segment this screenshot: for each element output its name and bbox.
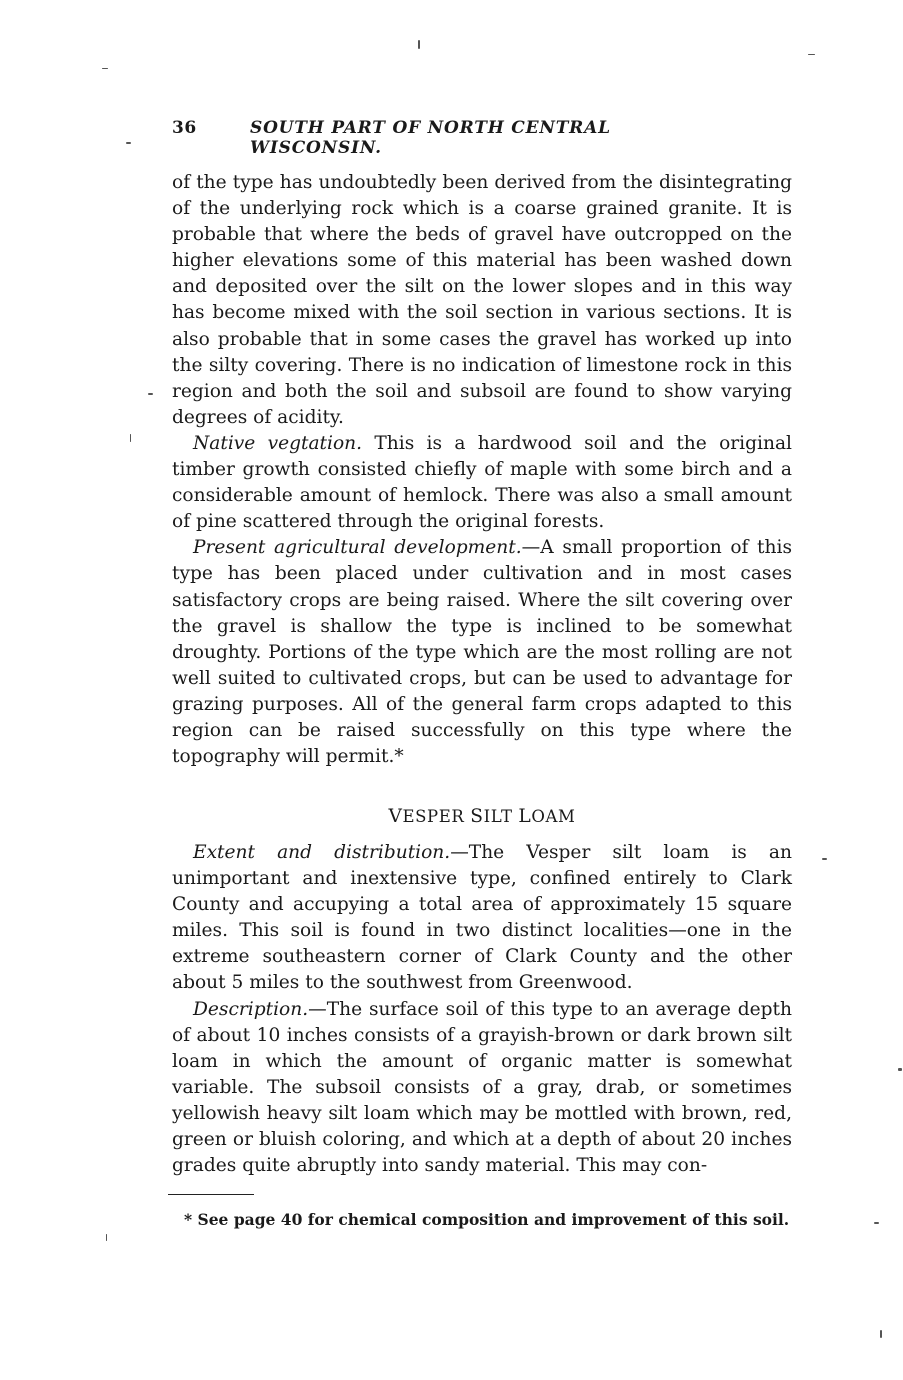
paragraph bbox=[172, 997, 792, 1180]
paragraph bbox=[172, 535, 792, 770]
footnote: * See page 40 for chemical composition and improvement of this soil. bbox=[184, 1210, 790, 1229]
paragraph-text: of the type has undoubtedly been derived from the disintegrating of the underlying rock which is a coarse grained granite. It is probable that where the beds of gravel have outcropped on the higher elevations some of this material has been washed down and deposited over the silt on the lower slopes and in this way has become mixed with the soil section in various sections. It is also probable that in some cases the gravel has worked up into the silty covering. There is no indication of limestone rock in this region and both the soil and subsoil are found to show varying degrees of acidity. bbox=[172, 172, 792, 428]
paragraph bbox=[172, 840, 792, 997]
paragraph-text: —A small proportion of this type has been placed under cultivation and in most cases satisfactory crops are being raised. Where the silt covering over the gravel is shallow the type is inclined to be somewhat droughty. Portions of the type which are the most rolling are not well suited to cultivated crops, but can be used to advantage for grazing purposes. All of the general farm crops adapted to this region can be raised successfully on this type where the topography will permit.* bbox=[172, 537, 792, 768]
section-heading: VESPER SILT LOAM bbox=[388, 806, 576, 827]
body-text-bottom bbox=[172, 840, 792, 1179]
paragraph-run-in-heading: Description. bbox=[193, 998, 309, 1020]
scan-speck bbox=[880, 1330, 882, 1338]
body-text-top bbox=[172, 170, 792, 770]
paragraph-run-in-heading: Extent and distribution. bbox=[193, 842, 451, 863]
scan-speck bbox=[130, 434, 131, 442]
paragraph bbox=[172, 431, 792, 535]
scan-speck bbox=[822, 858, 827, 860]
paragraph-run-in-heading: Present agricultural development. bbox=[193, 537, 522, 559]
running-head bbox=[172, 118, 732, 158]
page-number: 36 bbox=[172, 118, 197, 138]
paragraph-text: —The Vesper silt loam is an unimportant and inextensive type, confined entirely to Clark County and accupying a total area of approximately 15 square miles. This soil is found in two distinct localities—one in the extreme southeastern corner of Clark County and the other about 5 miles to the southwest from Greenwood. bbox=[172, 842, 792, 994]
paragraph-run-in-heading: Native vegtation. bbox=[193, 432, 363, 454]
footnote-rule bbox=[168, 1194, 254, 1195]
scan-speck bbox=[148, 393, 153, 395]
paragraph bbox=[172, 170, 792, 431]
scan-speck bbox=[126, 142, 131, 144]
scan-speck bbox=[874, 1222, 879, 1224]
scan-speck bbox=[102, 68, 108, 69]
scan-speck bbox=[898, 1068, 902, 1071]
paragraph-text: —The surface soil of this type to an average depth of about 10 inches consists of a grayish-brown or dark brown silt loam in which the amount of organic matter is somewhat variable. The subsoil consists of a gray, drab, or sometimes yellowish heavy silt loam which may be mottled with brown, red, green or bluish coloring, and which at a depth of about 20 inches grades quite abruptly into sandy material. This may con- bbox=[172, 998, 792, 1177]
scan-speck bbox=[418, 40, 420, 49]
scan-speck bbox=[106, 1234, 107, 1241]
scan-speck bbox=[808, 54, 815, 55]
running-title: SOUTH PART OF NORTH CENTRAL WISCONSIN. bbox=[250, 118, 611, 158]
paragraph-text: This is a hardwood soil and the original timber growth consisted chiefly of maple with some birch and a considerable amount of hemlock. There was also a small amount of pine scattered through the original forests. bbox=[172, 432, 792, 533]
